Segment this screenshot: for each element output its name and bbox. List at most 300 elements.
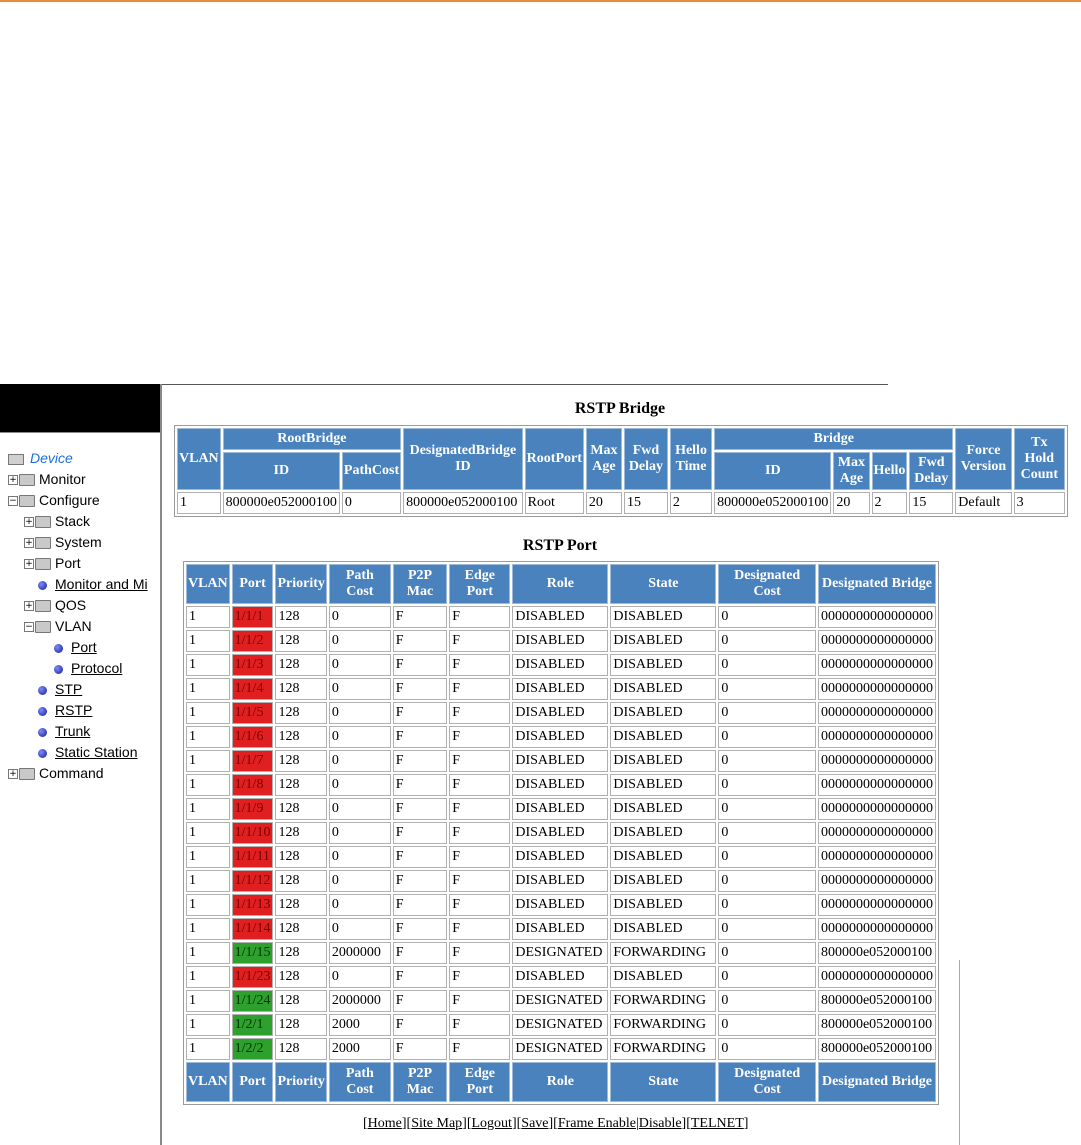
cell-role: DESIGNATED [512, 1014, 608, 1036]
port-row [186, 630, 936, 652]
cell-vlan: 1 [186, 1038, 230, 1060]
cell-edge-port: F [449, 678, 510, 700]
cell-state: DISABLED [610, 822, 716, 844]
bullet-icon [38, 581, 47, 590]
cell-priority: 128 [275, 942, 326, 964]
col-port: Port [232, 564, 274, 604]
cell-edge-port: F [449, 702, 510, 724]
col-root-id: ID [223, 452, 340, 490]
expand-icon[interactable]: + [25, 601, 33, 612]
cell-role: DISABLED [512, 750, 608, 772]
cell-path-cost: 0 [329, 870, 391, 892]
folder-icon [35, 558, 51, 570]
cell-priority: 128 [275, 894, 326, 916]
col-edge-port: Edge Port [449, 1062, 510, 1102]
cell-state: DISABLED [610, 966, 716, 988]
cell-edge-port: F [449, 1038, 510, 1060]
cell-vlan: 1 [186, 678, 230, 700]
col-force-version: Force Version [955, 428, 1011, 490]
port-row [186, 894, 936, 916]
frame-enable-link[interactable]: Frame Enable [557, 1116, 636, 1131]
port-status-cell[interactable]: 1/1/4 [232, 678, 274, 700]
expand-icon[interactable]: + [25, 517, 33, 528]
tree-label-qos[interactable]: QOS [55, 597, 87, 613]
port-row [186, 606, 936, 628]
cell-designated-cost: 0 [718, 774, 816, 796]
cell-vlan: 1 [186, 1014, 230, 1036]
col-path-cost: Path Cost [329, 564, 391, 604]
port-status-cell[interactable]: 1/1/2 [232, 630, 274, 652]
tree-label-configure[interactable]: Configure [39, 492, 100, 508]
cell-state: FORWARDING [610, 942, 716, 964]
cell-role: DISABLED [512, 654, 608, 676]
bridge-cell: 3 [1014, 492, 1065, 514]
bracket: ][ [681, 1116, 691, 1131]
bracket: ][ [548, 1116, 558, 1131]
cell-state: DISABLED [610, 774, 716, 796]
rstp-port-table [183, 561, 939, 1105]
tree-item-qos[interactable] [24, 595, 86, 615]
bullet-icon [38, 707, 47, 716]
home-link[interactable]: Home [367, 1116, 402, 1131]
bridge-cell: 15 [624, 492, 668, 514]
port-status-cell[interactable]: 1/2/1 [232, 1014, 274, 1036]
port-row [186, 846, 936, 868]
footer-links [363, 1116, 748, 1132]
cell-p2p-mac: F [393, 822, 447, 844]
expand-icon[interactable]: + [9, 475, 17, 486]
expand-icon[interactable]: + [9, 769, 17, 780]
cell-state: FORWARDING [610, 1038, 716, 1060]
cell-designated-cost: 0 [718, 630, 816, 652]
port-row [186, 870, 936, 892]
cell-priority: 128 [275, 822, 326, 844]
cell-path-cost: 0 [329, 774, 391, 796]
cell-vlan: 1 [186, 606, 230, 628]
port-row [186, 750, 936, 772]
cell-p2p-mac: F [393, 1014, 447, 1036]
frame-divider[interactable] [160, 384, 162, 1145]
cell-role: DESIGNATED [512, 990, 608, 1012]
cell-state: DISABLED [610, 798, 716, 820]
col-edge-port: Edge Port [449, 564, 510, 604]
tree-link-vlan-protocol[interactable]: Protocol [71, 660, 123, 676]
cell-priority: 128 [275, 918, 326, 940]
bullet-icon [38, 728, 47, 737]
port-row [186, 822, 936, 844]
cell-designated-cost: 0 [718, 942, 816, 964]
bracket: ][ [462, 1116, 472, 1131]
port-status-cell[interactable]: 1/1/1 [232, 606, 274, 628]
cell-vlan: 1 [186, 894, 230, 916]
cell-role: DISABLED [512, 894, 608, 916]
cell-designated-bridge: 0000000000000000 [818, 918, 936, 940]
cell-role: DISABLED [512, 678, 608, 700]
cell-priority: 128 [275, 606, 326, 628]
port-row [186, 798, 936, 820]
cell-role: DISABLED [512, 606, 608, 628]
folder-icon [19, 474, 35, 486]
folder-icon [35, 537, 51, 549]
cell-priority: 128 [275, 1038, 326, 1060]
cell-role: DISABLED [512, 846, 608, 868]
cell-role: DISABLED [512, 822, 608, 844]
cell-designated-cost: 0 [718, 822, 816, 844]
cell-path-cost: 2000 [329, 1038, 391, 1060]
bridge-cell: Root [525, 492, 584, 514]
tree-item-vlan-protocol[interactable] [54, 658, 122, 678]
cell-p2p-mac: F [393, 606, 447, 628]
port-status-cell[interactable]: 1/1/12 [232, 870, 274, 892]
cell-designated-cost: 0 [718, 726, 816, 748]
cell-p2p-mac: F [393, 918, 447, 940]
port-status-cell[interactable]: 1/1/7 [232, 750, 274, 772]
cell-priority: 128 [275, 870, 326, 892]
cell-designated-bridge: 800000e052000100 [818, 990, 936, 1012]
col-bridge: Bridge [714, 428, 953, 450]
collapse-icon[interactable]: − [9, 496, 17, 507]
cell-state: DISABLED [610, 894, 716, 916]
cell-designated-cost: 0 [718, 654, 816, 676]
cell-p2p-mac: F [393, 846, 447, 868]
expand-icon[interactable]: + [25, 559, 33, 570]
bridge-row [177, 492, 1065, 514]
cell-edge-port: F [449, 894, 510, 916]
col-role: Role [512, 1062, 608, 1102]
port-row [186, 942, 936, 964]
bullet-icon [54, 644, 63, 653]
bridge-cell: 1 [177, 492, 221, 514]
cell-vlan: 1 [186, 774, 230, 796]
cell-state: FORWARDING [610, 1014, 716, 1036]
cell-path-cost: 2000000 [329, 990, 391, 1012]
tree-label-stack[interactable]: Stack [55, 513, 91, 529]
cell-priority: 128 [275, 774, 326, 796]
cell-p2p-mac: F [393, 678, 447, 700]
port-status-cell[interactable]: 1/1/11 [232, 846, 274, 868]
cell-path-cost: 0 [329, 894, 391, 916]
cell-path-cost: 0 [329, 630, 391, 652]
bridge-cell: 800000e052000100 [223, 492, 340, 514]
port-row [186, 678, 936, 700]
port-status-cell[interactable]: 1/1/10 [232, 822, 274, 844]
bridge-cell: 0 [342, 492, 401, 514]
tree-item-command[interactable] [8, 763, 104, 783]
cell-state: DISABLED [610, 750, 716, 772]
bridge-cell: 800000e052000100 [714, 492, 831, 514]
col-fwd-delay: Fwd Delay [624, 428, 668, 490]
col-priority: Priority [275, 1062, 326, 1102]
tree-label-system[interactable]: System [55, 534, 102, 550]
tree-item-vlan-port[interactable] [54, 637, 97, 657]
cell-role: DISABLED [512, 630, 608, 652]
bridge-cell: 20 [586, 492, 622, 514]
bridge-cell: 15 [909, 492, 953, 514]
cell-designated-cost: 0 [718, 1014, 816, 1036]
cell-role: DISABLED [512, 774, 608, 796]
save-link[interactable]: Save [521, 1116, 549, 1131]
port-status-cell[interactable]: 1/1/14 [232, 918, 274, 940]
port-row [186, 918, 936, 940]
bracket: ] [743, 1116, 749, 1131]
col-role: Role [512, 564, 608, 604]
col-priority: Priority [275, 564, 326, 604]
cell-designated-cost: 0 [718, 678, 816, 700]
disable-link[interactable]: Disable [638, 1116, 682, 1131]
col-p2p-mac: P2P Mac [393, 564, 447, 604]
cell-designated-cost: 0 [718, 1038, 816, 1060]
cell-designated-cost: 0 [718, 798, 816, 820]
cell-designated-cost: 0 [718, 918, 816, 940]
cell-p2p-mac: F [393, 1038, 447, 1060]
bridge-cell: 20 [833, 492, 869, 514]
port-row [186, 702, 936, 724]
port-status-cell[interactable]: 1/1/24 [232, 990, 274, 1012]
cell-p2p-mac: F [393, 750, 447, 772]
col-vlan: VLAN [186, 564, 230, 604]
cell-vlan: 1 [186, 630, 230, 652]
top-rule [0, 0, 1081, 2]
tree-link-stp[interactable]: STP [55, 681, 83, 697]
tree-item-device[interactable] [8, 448, 73, 468]
cell-designated-bridge: 0000000000000000 [818, 870, 936, 892]
port-row [186, 726, 936, 748]
port-status-cell[interactable]: 1/1/13 [232, 894, 274, 916]
cell-p2p-mac: F [393, 894, 447, 916]
cell-path-cost: 0 [329, 606, 391, 628]
bracket: ][ [511, 1116, 522, 1131]
cell-vlan: 1 [186, 990, 230, 1012]
port-status-cell[interactable]: 1/1/15 [232, 942, 274, 964]
cell-path-cost: 2000 [329, 1014, 391, 1036]
port-footer-row [186, 1062, 936, 1102]
col-designated-bridge: Designated Bridge [818, 564, 936, 604]
port-row [186, 774, 936, 796]
bullet-icon [54, 665, 63, 674]
cell-edge-port: F [449, 990, 510, 1012]
site-map-link[interactable]: Site Map [411, 1116, 463, 1131]
cell-designated-cost: 0 [718, 870, 816, 892]
cell-designated-bridge: 0000000000000000 [818, 894, 936, 916]
cell-role: DISABLED [512, 726, 608, 748]
cell-p2p-mac: F [393, 798, 447, 820]
cell-designated-bridge: 0000000000000000 [818, 726, 936, 748]
col-designated-bridge: Designated Bridge [818, 1062, 936, 1102]
cell-priority: 128 [275, 678, 326, 700]
tree-label-port[interactable]: Port [55, 555, 81, 571]
cell-priority: 128 [275, 702, 326, 724]
cell-designated-cost: 0 [718, 966, 816, 988]
cell-path-cost: 0 [329, 798, 391, 820]
tree-item-system[interactable] [24, 532, 102, 552]
port-status-cell[interactable]: 1/1/9 [232, 798, 274, 820]
cell-vlan: 1 [186, 918, 230, 940]
content-top-rule [162, 384, 888, 385]
cell-edge-port: F [449, 726, 510, 748]
cell-designated-bridge: 0000000000000000 [818, 606, 936, 628]
cell-role: DISABLED [512, 966, 608, 988]
cell-vlan: 1 [186, 966, 230, 988]
folder-icon [35, 600, 51, 612]
col-state: State [610, 1062, 716, 1102]
port-status-cell[interactable]: 1/1/5 [232, 702, 274, 724]
cell-p2p-mac: F [393, 942, 447, 964]
cell-priority: 128 [275, 1014, 326, 1036]
tree-link-static-station[interactable]: Static Station [55, 744, 138, 760]
cell-state: DISABLED [610, 630, 716, 652]
port-row [186, 1038, 936, 1060]
port-status-cell[interactable]: 1/1/8 [232, 774, 274, 796]
cell-vlan: 1 [186, 942, 230, 964]
cell-designated-cost: 0 [718, 990, 816, 1012]
cell-vlan: 1 [186, 846, 230, 868]
cell-role: DISABLED [512, 870, 608, 892]
cell-designated-bridge: 0000000000000000 [818, 678, 936, 700]
cell-priority: 128 [275, 630, 326, 652]
cell-p2p-mac: F [393, 774, 447, 796]
tree-link-trunk[interactable]: Trunk [55, 723, 91, 739]
cell-vlan: 1 [186, 726, 230, 748]
tree-link-vlan-port[interactable]: Port [71, 639, 97, 655]
left-divider [0, 432, 160, 433]
cell-priority: 128 [275, 798, 326, 820]
cell-path-cost: 0 [329, 702, 391, 724]
cell-role: DESIGNATED [512, 942, 608, 964]
col-bridge-max-age: Max Age [833, 452, 869, 490]
cell-designated-cost: 0 [718, 702, 816, 724]
col-state: State [610, 564, 716, 604]
cell-path-cost: 0 [329, 918, 391, 940]
port-row [186, 654, 936, 676]
bridge-cell: Default [955, 492, 1011, 514]
col-designated-cost: Designated Cost [718, 1062, 816, 1102]
tree-item-port[interactable] [24, 553, 81, 573]
collapse-icon[interactable]: − [25, 622, 33, 633]
cell-role: DISABLED [512, 798, 608, 820]
tree-item-static-station[interactable] [38, 742, 138, 762]
folder-icon [35, 516, 51, 528]
cell-path-cost: 0 [329, 678, 391, 700]
cell-vlan: 1 [186, 798, 230, 820]
cell-priority: 128 [275, 750, 326, 772]
tree-item-stp[interactable] [38, 679, 82, 699]
cell-designated-bridge: 0000000000000000 [818, 822, 936, 844]
cell-designated-bridge: 800000e052000100 [818, 1038, 936, 1060]
cell-path-cost: 0 [329, 822, 391, 844]
col-port: Port [232, 1062, 274, 1102]
cell-state: DISABLED [610, 678, 716, 700]
tree-label-vlan[interactable]: VLAN [55, 618, 92, 634]
right-frame-edge [959, 960, 960, 1145]
tree-item-stack[interactable] [24, 511, 90, 531]
tree-item-vlan[interactable] [24, 616, 92, 636]
folder-icon [19, 768, 35, 780]
tree-link-monitor-and-mirror[interactable]: Monitor and Mi [55, 576, 148, 592]
cell-state: DISABLED [610, 846, 716, 868]
tree-item-monitor-and-mirror[interactable] [38, 574, 158, 594]
cell-path-cost: 0 [329, 846, 391, 868]
cell-designated-bridge: 0000000000000000 [818, 750, 936, 772]
cell-state: FORWARDING [610, 990, 716, 1012]
cell-edge-port: F [449, 966, 510, 988]
cell-path-cost: 0 [329, 750, 391, 772]
cell-path-cost: 2000000 [329, 942, 391, 964]
cell-vlan: 1 [186, 750, 230, 772]
bullet-icon [38, 686, 47, 695]
cell-designated-bridge: 800000e052000100 [818, 942, 936, 964]
folder-open-icon [35, 621, 51, 633]
cell-state: DISABLED [610, 726, 716, 748]
cell-priority: 128 [275, 966, 326, 988]
cell-designated-bridge: 0000000000000000 [818, 798, 936, 820]
cell-role: DESIGNATED [512, 1038, 608, 1060]
cell-vlan: 1 [186, 822, 230, 844]
tree-item-configure[interactable] [8, 490, 100, 510]
cell-edge-port: F [449, 750, 510, 772]
cell-p2p-mac: F [393, 654, 447, 676]
bridge-title: RSTP Bridge [574, 400, 666, 417]
tree-label-device[interactable]: Device [30, 450, 73, 466]
left-header-banner [0, 384, 160, 432]
cell-priority: 128 [275, 654, 326, 676]
folder-open-icon [19, 495, 35, 507]
col-vlan: VLAN [177, 428, 221, 490]
cell-path-cost: 0 [329, 726, 391, 748]
cell-vlan: 1 [186, 654, 230, 676]
tree-item-monitor[interactable] [8, 469, 86, 489]
cell-state: DISABLED [610, 606, 716, 628]
cell-vlan: 1 [186, 870, 230, 892]
tree-label-monitor[interactable]: Monitor [39, 471, 86, 487]
cell-p2p-mac: F [393, 726, 447, 748]
cell-state: DISABLED [610, 702, 716, 724]
cell-edge-port: F [449, 846, 510, 868]
bridge-cell: 2 [670, 492, 712, 514]
cell-edge-port: F [449, 1014, 510, 1036]
port-status-cell[interactable]: 1/2/2 [232, 1038, 274, 1060]
cell-path-cost: 0 [329, 654, 391, 676]
cell-state: DISABLED [610, 654, 716, 676]
cell-state: DISABLED [610, 918, 716, 940]
device-icon [8, 454, 24, 465]
expand-icon[interactable]: + [25, 538, 33, 549]
cell-designated-bridge: 0000000000000000 [818, 774, 936, 796]
col-tx-hold-count: Tx Hold Count [1014, 428, 1065, 490]
bracket: | [635, 1116, 639, 1131]
port-status-cell[interactable]: 1/1/23 [232, 966, 274, 988]
port-row [186, 990, 936, 1012]
tree-label-command[interactable]: Command [39, 765, 104, 781]
cell-p2p-mac: F [393, 870, 447, 892]
port-title: RSTP Port [522, 537, 598, 554]
logout-link[interactable]: Logout [471, 1116, 512, 1131]
port-status-cell[interactable]: 1/1/6 [232, 726, 274, 748]
cell-state: DISABLED [610, 870, 716, 892]
col-hello-time: Hello Time [670, 428, 712, 490]
tree-item-rstp[interactable] [38, 700, 92, 720]
cell-p2p-mac: F [393, 990, 447, 1012]
tree-link-rstp[interactable]: RSTP [55, 702, 93, 718]
telnet-link[interactable]: TELNET [690, 1116, 744, 1131]
cell-edge-port: F [449, 798, 510, 820]
tree-item-trunk[interactable] [38, 721, 90, 741]
cell-edge-port: F [449, 654, 510, 676]
cell-p2p-mac: F [393, 702, 447, 724]
cell-designated-cost: 0 [718, 750, 816, 772]
port-status-cell[interactable]: 1/1/3 [232, 654, 274, 676]
cell-priority: 128 [275, 726, 326, 748]
cell-designated-bridge: 800000e052000100 [818, 1014, 936, 1036]
